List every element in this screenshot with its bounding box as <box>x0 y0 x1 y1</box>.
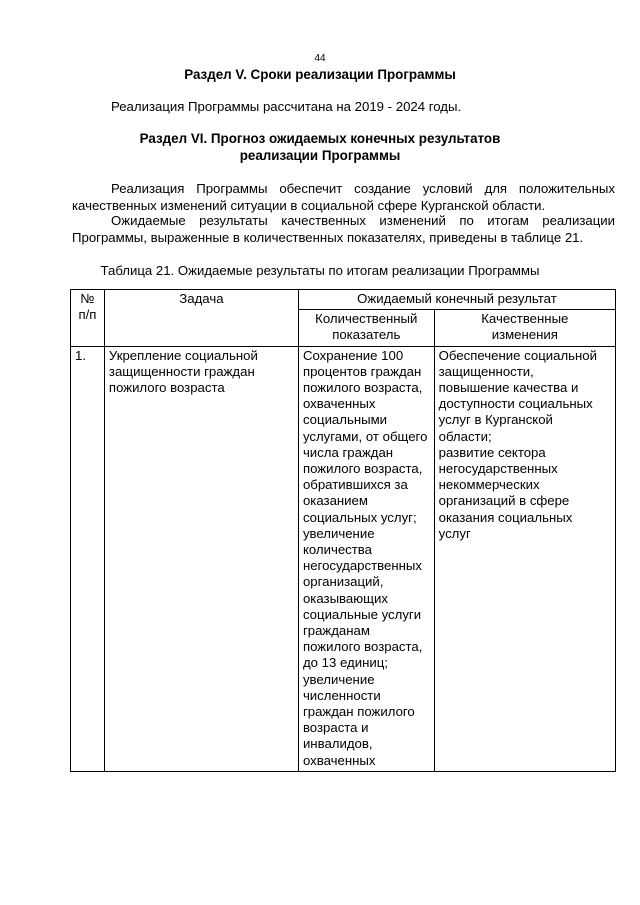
row-qualitative-text: Обеспечение социальной защищенности, повышение качества и доступности социальных услуг в Курганской области; развитие сектора негосударственных некоммерческих организаций в сфере оказания социальных услуг <box>438 347 597 541</box>
header-number-text: № п/п <box>78 291 97 323</box>
paragraph-results-1-line-2: качественных изменений ситуации в социальной сфере Курганской области. <box>72 197 546 213</box>
row-quantitative-text: Сохранение 100 процентов граждан пожилого возраста, охваченных социальными услугами, от общего числа граждан пожилого возраста, обратившихся за оказанием социальных услуг; увеличение количества негосударственных организаций, оказывающих социальные услуги гражданам пожилого возраста, до 13 единиц; увеличение численности граждан пожилого возраста и инвалидов, охваченных <box>302 347 428 768</box>
page-number: 44 <box>314 53 326 64</box>
header-quantitative-text: Количественный показатель <box>315 311 418 343</box>
section-6-title-line-1: Раздел VI. Прогноз ожидаемых конечных результатов <box>139 131 501 146</box>
header-expected-result: Ожидаемый конечный результат <box>298 290 615 310</box>
header-qualitative <box>434 310 615 346</box>
row-number: 1. <box>71 346 105 771</box>
section-5-title: Раздел V. Сроки реализации Программы <box>184 67 456 82</box>
section-6-title <box>0 130 640 164</box>
section-5-text: Реализация Программы рассчитана на 2019 - 2024 годы. <box>111 99 462 114</box>
section-6-title-line-2: реализации Программы <box>239 148 401 163</box>
paragraph-results-2 <box>72 213 615 246</box>
header-qualitative-text: Качественные изменения <box>481 311 569 343</box>
paragraph-results-1-line-1: Реализация Программы обеспечит создание условий для положительных <box>111 181 615 196</box>
row-quantitative <box>298 346 434 771</box>
table-caption: Таблица 21. Ожидаемые результаты по итогам реализации Программы <box>100 263 540 278</box>
header-task: Задача <box>104 290 298 347</box>
row-qualitative <box>434 346 615 771</box>
paragraph-results-2-line-2: Программы, выраженные в количественных показателях, приведены в таблице 21. <box>72 229 584 245</box>
table-row <box>71 346 616 771</box>
header-quantitative <box>298 310 434 346</box>
paragraph-results-2-line-1: Ожидаемые результаты качественных изменений по итогам реализации <box>111 213 615 228</box>
header-number <box>71 290 105 347</box>
row-task-text: Укрепление социальной защищенности граждан пожилого возраста <box>108 347 258 396</box>
results-table <box>70 289 616 772</box>
row-task <box>104 346 298 771</box>
paragraph-results-1 <box>72 181 615 214</box>
